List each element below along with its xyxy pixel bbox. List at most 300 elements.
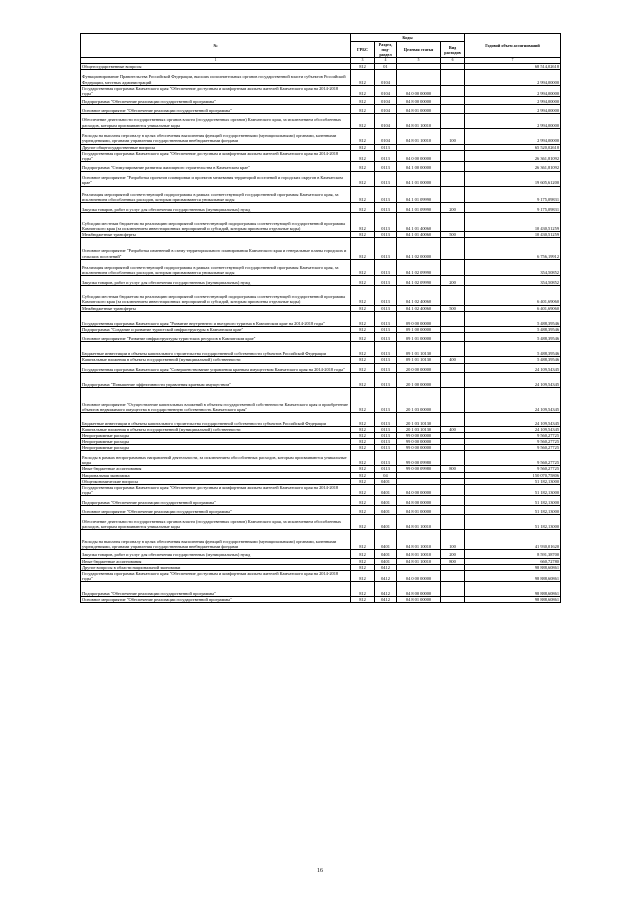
table-row (81, 85, 561, 96)
budget-table (80, 33, 561, 603)
row-target (397, 69, 441, 85)
row-name: Основное мероприятие "Осуществление капитальных вложений в объекты государственной собственности Камчатского края и приобретение объектов недвижимого имущества в государственную собственность Камчатского края" (81, 388, 351, 413)
row-sum: 24 109,54345 (465, 363, 561, 373)
row-target: 04 1 02 09990 (397, 259, 441, 276)
col-header-annual: Годовой объем ассигнований (465, 34, 561, 58)
budget-sheet (80, 33, 560, 603)
row-grbs: 812 (351, 104, 375, 113)
row-grbs: 812 (351, 276, 375, 286)
row-target: 04 0 00 00000 (397, 150, 441, 161)
row-name: Межбюджетные трансферты (81, 305, 351, 311)
table-row (81, 388, 561, 413)
row-sum: 2 994,00000 (465, 96, 561, 104)
row-target: 04 8 00 00000 (397, 495, 441, 505)
row-target: 99 0 00 00000 (397, 439, 441, 445)
row-target: 09 1 00 00000 (397, 326, 441, 332)
row-grbs: 812 (351, 305, 375, 311)
row-name: Государственная программа Камчатского края "Обеспечение доступным и комфортным жильем жителей Камчатского края на 2014-2018 годы" (81, 150, 351, 161)
row-target: 99 0 00 00000 (397, 445, 441, 451)
row-razdel: 0401 (375, 478, 397, 484)
row-razdel: 0113 (375, 451, 397, 466)
table-row (81, 413, 561, 427)
row-vid (441, 342, 465, 357)
row-target: 20 1 00 00000 (397, 373, 441, 388)
table-row (81, 171, 561, 186)
row-name: Реализация мероприятий соответствующей подпрограммы в рамках соответствующей государственной программы Камчатского края, за исключением обособленных расходов, которым присваиваются уникальные коды (81, 259, 351, 276)
row-grbs: 812 (351, 466, 375, 472)
row-grbs: 812 (351, 85, 375, 96)
row-name: Иные бюджетные ассигнования (81, 558, 351, 564)
table-row (81, 104, 561, 113)
row-sum: 24 109,54345 (465, 427, 561, 433)
row-grbs: 812 (351, 113, 375, 128)
row-grbs: 812 (351, 63, 375, 69)
row-sum: 98 888,60861 (465, 570, 561, 581)
row-vid (441, 259, 465, 276)
row-name: Подпрограмма "Обеспечение реализации государственной программы" (81, 96, 351, 104)
col-number: 5 (397, 58, 441, 63)
row-name: Основное мероприятие "Обеспечение реализации государственной программы" (81, 104, 351, 113)
row-grbs: 812 (351, 439, 375, 445)
row-name: Государственная программа Камчатского края "Совершенствование управления краевым имуществом Камчатского края на 2014-2018 годы" (81, 363, 351, 373)
row-vid (441, 85, 465, 96)
row-razdel: 0113 (375, 161, 397, 171)
row-razdel: 0412 (375, 581, 397, 596)
row-vid (441, 171, 465, 186)
col-header-target: Целевая статья (397, 42, 441, 58)
row-sum: 2 994,00000 (465, 128, 561, 144)
row-vid (441, 451, 465, 466)
col-number: 4 (375, 58, 397, 63)
row-vid: 100 (441, 128, 465, 144)
row-grbs: 812 (351, 326, 375, 332)
row-vid (441, 311, 465, 326)
row-name: Подпрограмма "Обеспечение реализации государственной программы" (81, 495, 351, 505)
row-grbs: 812 (351, 150, 375, 161)
row-target: 09 0 00 00000 (397, 311, 441, 326)
row-razdel: 0113 (375, 305, 397, 311)
row-sum: 2 994,00000 (465, 113, 561, 128)
row-grbs: 812 (351, 549, 375, 558)
row-grbs: 812 (351, 213, 375, 232)
table-row (81, 311, 561, 326)
row-name: Обеспечение деятельности государственных органов власти (государственных органов) Камчатского края, за исключением обособленных расходов, которым присваиваются уникальные коды (81, 515, 351, 530)
row-name: Общеэкономические вопросы (81, 478, 351, 484)
row-name: Подпрограмма "Обеспечение реализации государственной программы" (81, 581, 351, 596)
table-row (81, 113, 561, 128)
row-sum: 9 175,09831 (465, 203, 561, 213)
row-sum: 51 182,13000 (465, 484, 561, 495)
row-vid (441, 515, 465, 530)
row-vid: 400 (441, 357, 465, 363)
row-target: 09 1 01 10130 (397, 342, 441, 357)
row-sum: 150 070,75806 (465, 472, 561, 478)
col-number: 1 (81, 58, 351, 63)
table-row (81, 161, 561, 171)
row-razdel: 0401 (375, 484, 397, 495)
row-vid (441, 570, 465, 581)
row-vid (441, 104, 465, 113)
row-target: 09 1 01 00000 (397, 332, 441, 342)
row-target: 04 1 01 00000 (397, 171, 441, 186)
row-target: 04 8 01 10010 (397, 128, 441, 144)
row-sum: 9 560,27725 (465, 433, 561, 439)
row-grbs: 812 (351, 373, 375, 388)
row-target: 04 8 01 10010 (397, 113, 441, 128)
row-sum: 65 520,02618 (465, 144, 561, 150)
row-grbs: 812 (351, 286, 375, 305)
row-sum: 6 401,69060 (465, 305, 561, 311)
row-target: 20 1 03 00000 (397, 388, 441, 413)
row-name: Капитальные вложения в объекты государственной (муниципальной) собственности (81, 427, 351, 433)
row-name: Национальная экономика (81, 472, 351, 478)
row-razdel: 0113 (375, 203, 397, 213)
row-target: 04 1 01 40060 (397, 213, 441, 232)
row-grbs: 812 (351, 558, 375, 564)
row-grbs: 812 (351, 570, 375, 581)
row-name: Иные бюджетные ассигнования (81, 466, 351, 472)
row-name: Непрограммные расходы (81, 433, 351, 439)
row-target: 04 8 01 10010 (397, 549, 441, 558)
row-razdel: 0113 (375, 388, 397, 413)
row-sum: 26 361,81092 (465, 150, 561, 161)
row-razdel: 0104 (375, 128, 397, 144)
table-row (81, 505, 561, 515)
row-sum: 5 488,39546 (465, 342, 561, 357)
row-name: Закупка товаров, работ и услуг для обеспечения государственных (муниципальных) нужд (81, 276, 351, 286)
row-name: Обеспечение деятельности государственных органов власти (государственных органов) Камчатского края, за исключением обособленных расходов, которым присваиваются уникальные коды (81, 113, 351, 128)
col-header-codes: Коды (351, 34, 465, 42)
row-vid (441, 96, 465, 104)
row-razdel: 0113 (375, 326, 397, 332)
row-grbs: 812 (351, 128, 375, 144)
row-name: Реализация мероприятий соответствующей подпрограммы в рамках соответствующей государственной программы Камчатского края, за исключением обособленных расходов, которым присваиваются уникальные коды (81, 186, 351, 203)
row-sum: 354,50852 (465, 276, 561, 286)
row-vid: 200 (441, 276, 465, 286)
row-sum: 19 605,61200 (465, 171, 561, 186)
row-sum: 98 888,60861 (465, 581, 561, 596)
row-sum: 6 756,19912 (465, 238, 561, 259)
row-sum: 41 930,01620 (465, 530, 561, 549)
row-name: Закупка товаров, работ и услуг для обеспечения государственных (муниципальных) нужд (81, 203, 351, 213)
row-sum: 9 560,27725 (465, 445, 561, 451)
row-razdel: 0113 (375, 276, 397, 286)
row-sum: 24 109,54345 (465, 373, 561, 388)
row-vid (441, 505, 465, 515)
col-number: 7 (465, 58, 561, 63)
row-grbs: 812 (351, 186, 375, 203)
row-target: 99 0 00 09980 (397, 451, 441, 466)
row-grbs: 812 (351, 144, 375, 150)
row-sum: 2 994,00000 (465, 85, 561, 96)
row-target: 04 0 00 00000 (397, 570, 441, 581)
row-grbs: 812 (351, 505, 375, 515)
col-header-name: № (81, 34, 351, 58)
row-target: 04 8 00 00000 (397, 581, 441, 596)
row-name: Субсидии местным бюджетам на реализацию мероприятий соответствующей подпрограммы соответствующей государственной программы Камчатского края (за исключением инвестиционных мероприятий и субсидий, которым присвоены отдельные коды) (81, 286, 351, 305)
row-vid (441, 213, 465, 232)
row-razdel: 0113 (375, 445, 397, 451)
row-grbs: 812 (351, 472, 375, 478)
table-row (81, 259, 561, 276)
row-vid (441, 238, 465, 259)
table-row (81, 332, 561, 342)
row-grbs: 812 (351, 451, 375, 466)
row-razdel: 0104 (375, 113, 397, 128)
row-sum: 68 514,02618 (465, 63, 561, 69)
row-target: 04 8 00 00000 (397, 96, 441, 104)
row-sum: 5 488,39546 (465, 332, 561, 342)
row-name: Основное мероприятие "Разработка проектов планировки и проектов межевания территорий поселений и городских округов в Камчатском крае" (81, 171, 351, 186)
table-row (81, 213, 561, 232)
row-razdel: 04 (375, 472, 397, 478)
row-sum: 660,72780 (465, 558, 561, 564)
row-razdel: 0412 (375, 564, 397, 570)
row-sum: 26 361,81092 (465, 161, 561, 171)
table-row (81, 570, 561, 581)
row-target: 04 0 00 00000 (397, 484, 441, 495)
row-grbs: 812 (351, 363, 375, 373)
row-vid: 400 (441, 427, 465, 433)
table-row (81, 238, 561, 259)
row-vid (441, 286, 465, 305)
row-sum: 24 109,54345 (465, 388, 561, 413)
row-sum: 98 888,60861 (465, 564, 561, 570)
col-header-grbs: ГРБС (351, 42, 375, 58)
row-target: 04 1 01 09990 (397, 186, 441, 203)
row-target: 04 8 01 10010 (397, 558, 441, 564)
row-grbs: 812 (351, 515, 375, 530)
row-vid (441, 484, 465, 495)
row-sum: 9 175,09831 (465, 186, 561, 203)
row-vid: 800 (441, 466, 465, 472)
row-razdel: 0412 (375, 570, 397, 581)
row-grbs: 812 (351, 342, 375, 357)
row-target: 04 1 02 00000 (397, 238, 441, 259)
row-razdel: 0104 (375, 96, 397, 104)
row-sum: 354,50852 (465, 259, 561, 276)
row-razdel: 0113 (375, 186, 397, 203)
row-razdel: 0401 (375, 495, 397, 505)
row-name: Государственная программа Камчатского края "Обеспечение доступным и комфортным жильем жителей Камчатского края на 2014-2018 годы" (81, 570, 351, 581)
row-razdel: 0113 (375, 259, 397, 276)
row-razdel: 0401 (375, 515, 397, 530)
row-grbs: 812 (351, 259, 375, 276)
row-name: Субсидии местным бюджетам на реализацию мероприятий соответствующей подпрограммы соответствующей государственной программы Камчатского края (за исключением инвестиционных мероприятий и субсидий, которым присвоены отдельные коды) (81, 213, 351, 232)
table-row (81, 530, 561, 549)
row-razdel: 0412 (375, 596, 397, 602)
row-grbs: 812 (351, 161, 375, 171)
row-grbs: 812 (351, 427, 375, 433)
row-grbs: 812 (351, 357, 375, 363)
row-vid: 500 (441, 232, 465, 238)
row-sum: 51 182,13000 (465, 495, 561, 505)
row-razdel: 0113 (375, 373, 397, 388)
row-target: 04 8 01 10010 (397, 530, 441, 549)
table-row (81, 186, 561, 203)
row-grbs: 812 (351, 311, 375, 326)
row-name: Функционирование Правительства Российской Федерации, высших исполнительных органов государственной власти субъектов Российской Федерации, местных администраций (81, 69, 351, 85)
row-razdel: 0113 (375, 427, 397, 433)
row-razdel: 0113 (375, 171, 397, 186)
row-vid (441, 581, 465, 596)
row-razdel: 0113 (375, 332, 397, 342)
table-row (81, 549, 561, 558)
row-grbs: 812 (351, 388, 375, 413)
col-number: 6 (441, 58, 465, 63)
table-row (81, 203, 561, 213)
table-row (81, 451, 561, 466)
row-target: 20 1 03 10130 (397, 413, 441, 427)
row-target: 99 0 00 00000 (397, 433, 441, 439)
row-grbs: 812 (351, 171, 375, 186)
row-name: Государственная программа Камчатского края "Развитие внутреннего и въездного туризма в Камчатском крае на 2014-2018 годы" (81, 311, 351, 326)
row-name: Государственная программа Камчатского края "Обеспечение доступным и комфортным жильем жителей Камчатского края на 2014-2018 годы" (81, 484, 351, 495)
table-row (81, 150, 561, 161)
row-sum: 51 182,13000 (465, 515, 561, 530)
row-grbs: 812 (351, 96, 375, 104)
table-row (81, 128, 561, 144)
row-vid (441, 150, 465, 161)
row-grbs: 812 (351, 530, 375, 549)
row-target: 04 1 02 40060 (397, 305, 441, 311)
row-grbs: 812 (351, 596, 375, 602)
row-vid (441, 413, 465, 427)
row-vid (441, 69, 465, 85)
row-target: 09 1 01 10130 (397, 357, 441, 363)
row-name: Общегосударственные вопросы (81, 63, 351, 69)
row-razdel: 0113 (375, 357, 397, 363)
row-razdel: 0401 (375, 558, 397, 564)
row-razdel: 0104 (375, 104, 397, 113)
row-sum: 10 430,51259 (465, 213, 561, 232)
row-grbs: 812 (351, 238, 375, 259)
row-sum: 2 994,00000 (465, 104, 561, 113)
row-razdel: 0104 (375, 85, 397, 96)
row-vid (441, 388, 465, 413)
row-grbs: 812 (351, 433, 375, 439)
table-row (81, 596, 561, 602)
table-row (81, 484, 561, 495)
row-razdel: 0113 (375, 213, 397, 232)
row-razdel: 0401 (375, 530, 397, 549)
row-target: 99 0 00 09980 (397, 466, 441, 472)
row-name: Подпрограмма "Стимулирование развития жилищного строительства в Камчатском крае" (81, 161, 351, 171)
table-row (81, 373, 561, 388)
row-target: 20 0 00 00000 (397, 363, 441, 373)
row-name: Непрограммные расходы (81, 439, 351, 445)
row-vid (441, 113, 465, 128)
row-name: Закупка товаров, работ и услуг для обеспечения государственных (муниципальных) нужд (81, 549, 351, 558)
row-grbs: 812 (351, 581, 375, 596)
row-razdel: 0401 (375, 549, 397, 558)
table-row (81, 96, 561, 104)
row-name: Основное мероприятие "Разработка изменений в схему территориального планирования Камчатского края и генеральные планы городских и сельских поселений" (81, 238, 351, 259)
row-sum: 5 488,39546 (465, 326, 561, 332)
row-name: Основное мероприятие "Обеспечение реализации государственной программы" (81, 505, 351, 515)
row-target: 04 8 01 00000 (397, 596, 441, 602)
row-name: Расходы на выплаты персоналу в целях обеспечения выполнения функций государственными (муниципальными) органами, казенными учреждениями, органами управления государственными внебюджетными фондами (81, 530, 351, 549)
row-sum: 98 888,60861 (465, 596, 561, 602)
row-name: Бюджетные инвестиции в объекты капитального строительства государственной собственности субъектов Российской Федерации (81, 413, 351, 427)
row-sum: 9 560,27725 (465, 439, 561, 445)
table-row (81, 363, 561, 373)
row-target: 04 1 02 40060 (397, 286, 441, 305)
table-body (81, 63, 561, 602)
row-vid: 200 (441, 203, 465, 213)
row-vid (441, 495, 465, 505)
row-name: Непрограммные расходы (81, 445, 351, 451)
row-target: 04 1 02 09990 (397, 276, 441, 286)
row-razdel: 0113 (375, 238, 397, 259)
row-target: 04 0 00 00000 (397, 85, 441, 96)
col-header-vid: Вид расходов (441, 42, 465, 58)
row-razdel: 0113 (375, 311, 397, 326)
row-vid (441, 596, 465, 602)
row-name: Бюджетные инвестиции в объекты капитального строительства государственной собственности субъектов Российской Федерации (81, 342, 351, 357)
row-name: Подпрограмма "Создание и развитие туристской инфраструктуры в Камчатском крае" (81, 326, 351, 332)
row-sum: 6 401,69060 (465, 286, 561, 305)
table-row (81, 276, 561, 286)
row-razdel: 0113 (375, 144, 397, 150)
row-grbs: 812 (351, 232, 375, 238)
row-razdel: 01 (375, 63, 397, 69)
row-razdel: 0104 (375, 69, 397, 85)
row-vid: 800 (441, 558, 465, 564)
col-header-razdel: Раздел, под-раздел (375, 42, 397, 58)
row-vid (441, 186, 465, 203)
row-grbs: 812 (351, 203, 375, 213)
row-razdel: 0113 (375, 439, 397, 445)
row-razdel: 0113 (375, 150, 397, 161)
row-sum: 5 488,39546 (465, 357, 561, 363)
col-number: 3 (351, 58, 375, 63)
row-name: Межбюджетные трансферты (81, 232, 351, 238)
row-target: 20 1 03 10130 (397, 427, 441, 433)
row-grbs: 812 (351, 69, 375, 85)
row-grbs: 812 (351, 332, 375, 342)
row-sum: 8 591,38700 (465, 549, 561, 558)
table-row (81, 342, 561, 357)
row-sum: 2 994,00000 (465, 69, 561, 85)
row-vid (441, 373, 465, 388)
table-row (81, 69, 561, 85)
row-razdel: 0113 (375, 466, 397, 472)
row-razdel: 0113 (375, 433, 397, 439)
table-row (81, 515, 561, 530)
row-sum: 5 488,39546 (465, 311, 561, 326)
row-sum: 9 560,27725 (465, 451, 561, 466)
row-razdel: 0113 (375, 286, 397, 305)
row-vid (441, 332, 465, 342)
row-vid: 200 (441, 549, 465, 558)
row-target: 04 8 01 10010 (397, 515, 441, 530)
row-sum: 9 560,27725 (465, 466, 561, 472)
row-name: Расходы на выплаты персоналу в целях обеспечения выполнения функций государственными (муниципальными) органами, казенными учреждениями, органами управления государственными внебюджетными фондами (81, 128, 351, 144)
row-name: Расходы в рамках непрограммных направлений деятельности, за исключением обособленных расходов, которым присваиваются уникальные коды (81, 451, 351, 466)
row-razdel: 0113 (375, 363, 397, 373)
row-razdel: 0113 (375, 232, 397, 238)
row-razdel: 0113 (375, 342, 397, 357)
table-row (81, 581, 561, 596)
row-sum: 51 182,13000 (465, 478, 561, 484)
row-name: Государственная программа Камчатского края "Обеспечение доступным и комфортным жильем жителей Камчатского края на 2014-2018 годы" (81, 85, 351, 96)
row-name: Подпрограмма "Повышение эффективности управления краевым имуществом" (81, 373, 351, 388)
row-razdel: 0401 (375, 505, 397, 515)
row-name: Основное мероприятие "Обеспечение реализации государственной программы" (81, 596, 351, 602)
row-vid: 500 (441, 305, 465, 311)
row-target: 04 1 00 00000 (397, 161, 441, 171)
